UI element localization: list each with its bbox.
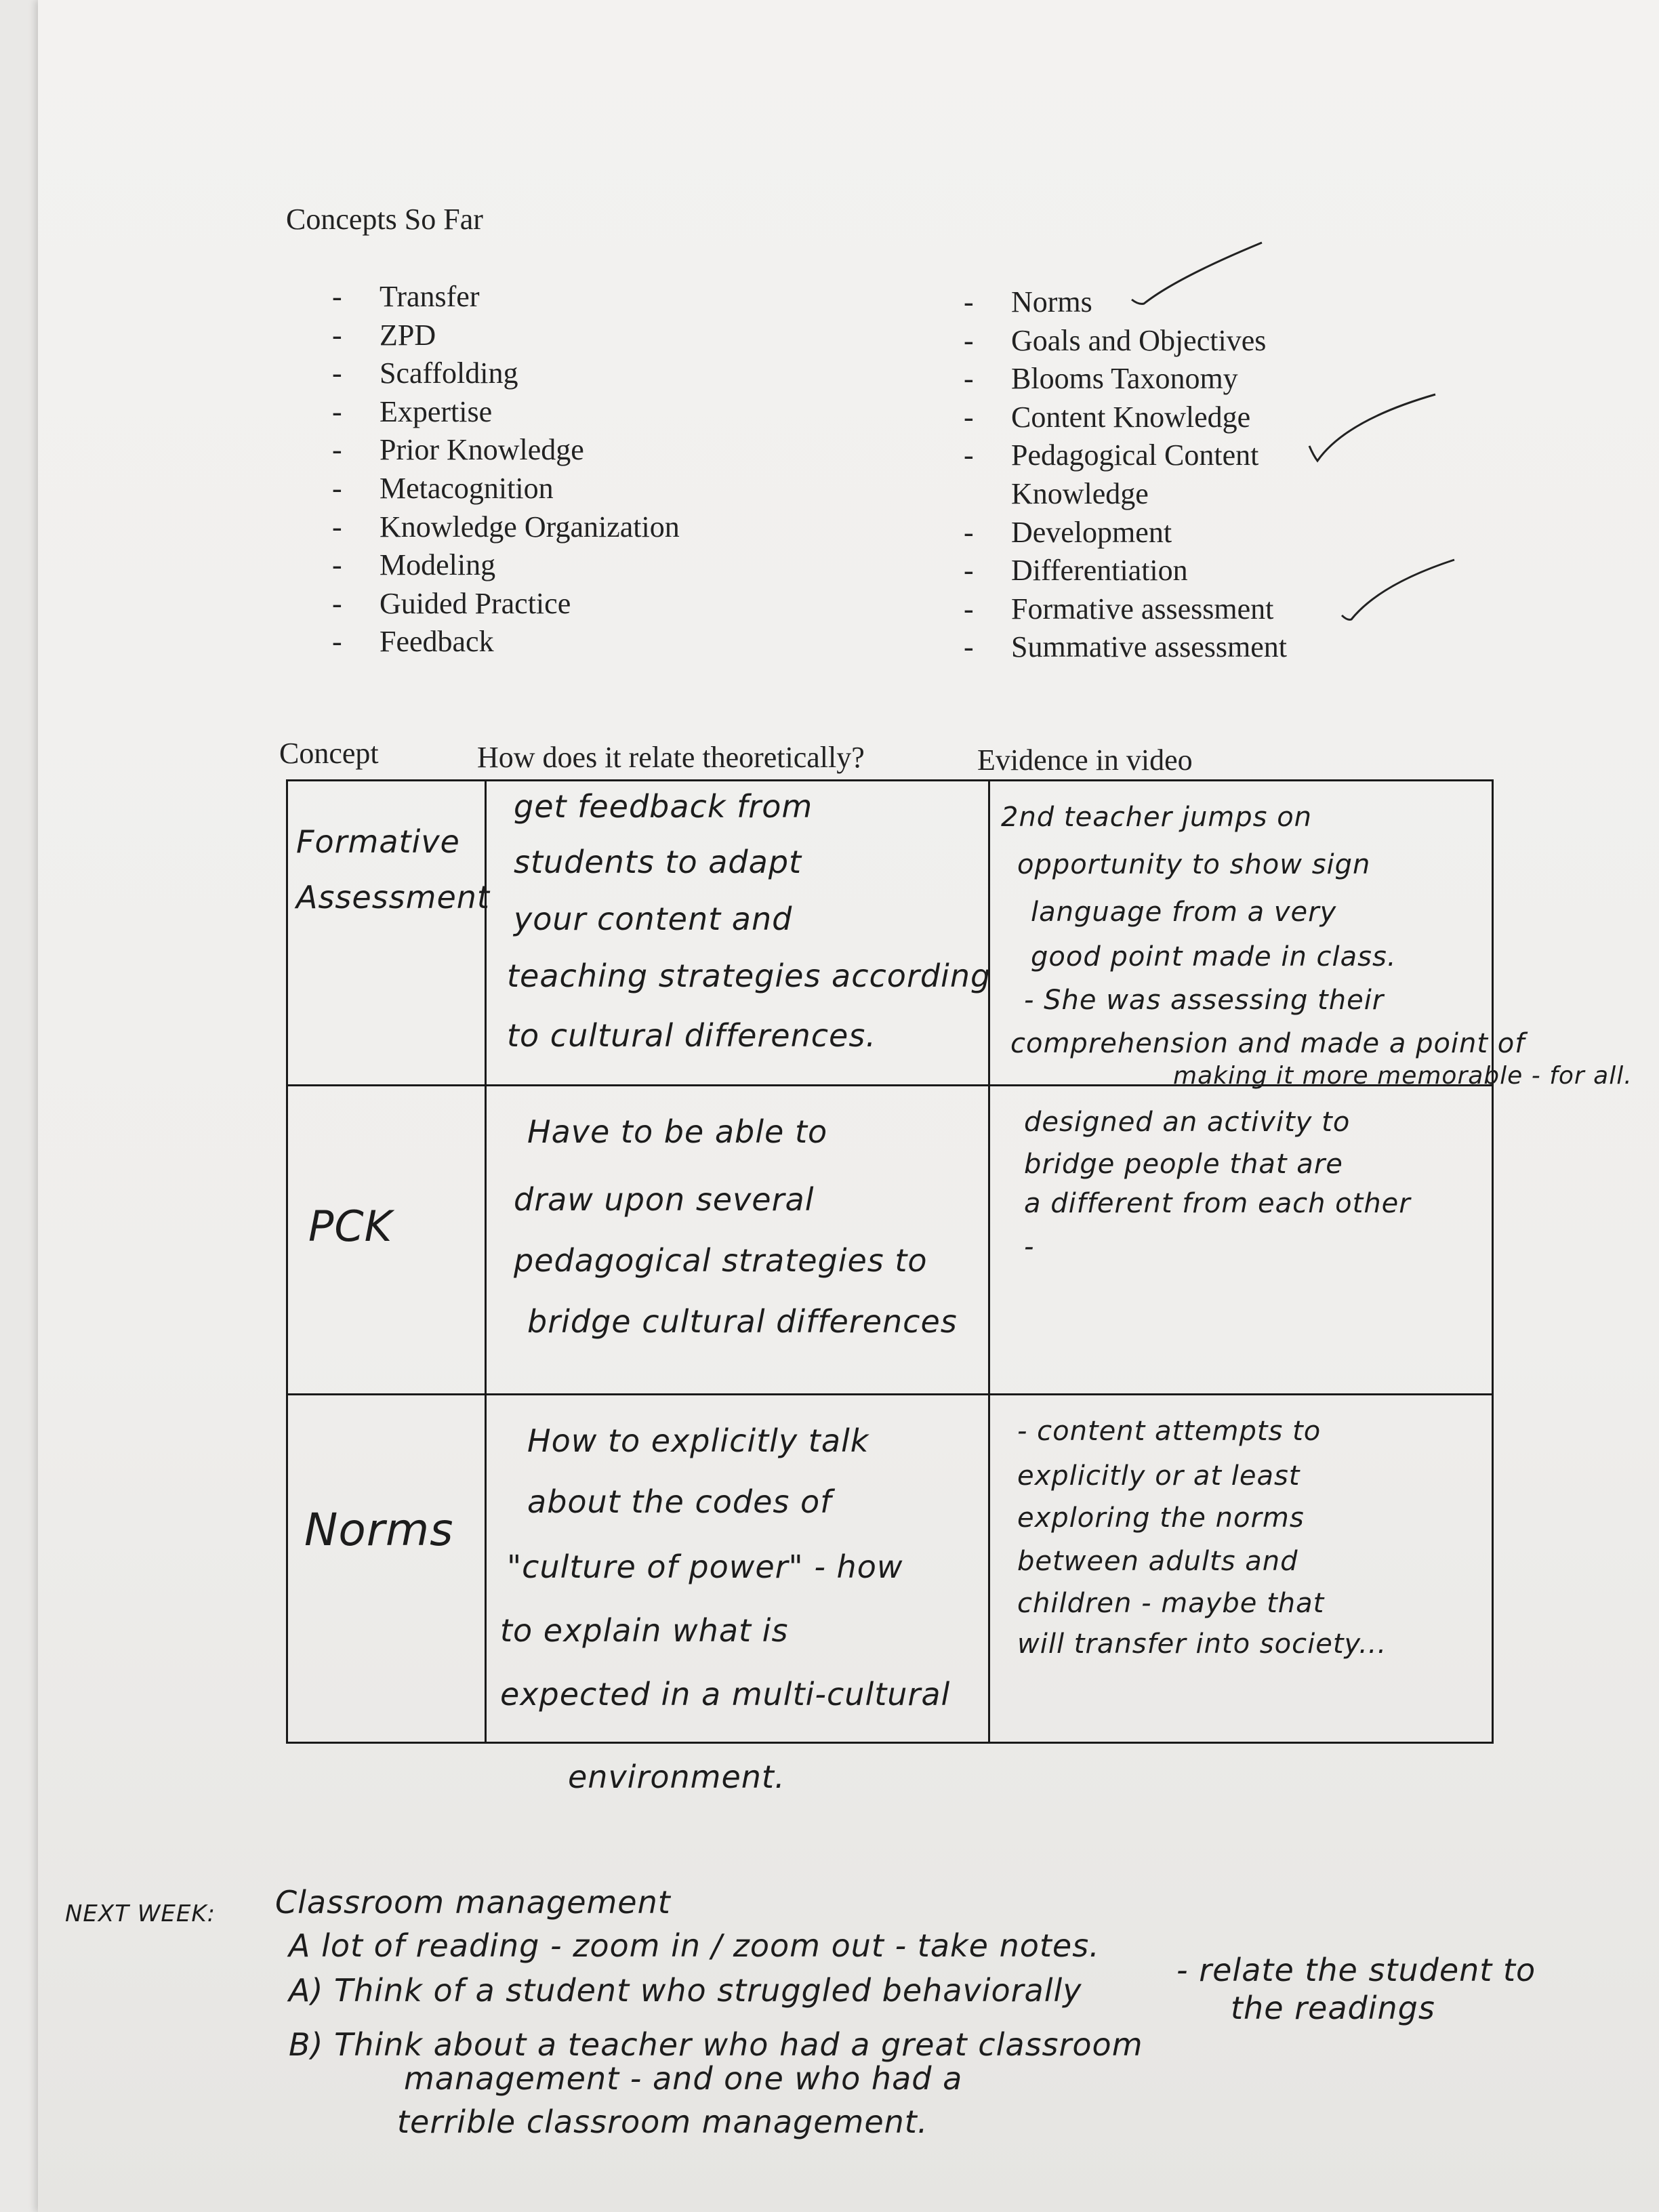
evidence-cell: 2nd teacher jumps on opportunity to show sign language from a very good point made in class. - She was assessing their comprehension and made a point of making it more memorable - for all.	[989, 781, 1493, 1086]
concept-cell: PCK	[287, 1086, 486, 1395]
note-line: A lot of reading - zoom in / zoom out - take notes.	[289, 1927, 1100, 1964]
theory-cell: Have to be able to draw upon several pedagogical strategies to bridge cultural differences	[486, 1086, 989, 1395]
evidence-cell: - content attempts to explicitly or at least exploring the norms between adults and children - maybe that will transfer into society...	[989, 1395, 1493, 1743]
next-week-label: NEXT WEEK:	[65, 1900, 216, 1927]
column-header-concept: Concept	[279, 737, 379, 770]
column-header-theory: How does it relate theoretically?	[477, 741, 865, 774]
note-line: Classroom management	[275, 1884, 671, 1921]
column-header-evidence: Evidence in video	[977, 743, 1193, 777]
page-title: Concepts So Far	[286, 203, 483, 236]
note-line: management - and one who had a	[404, 2060, 963, 2097]
table-row	[287, 1395, 1493, 1743]
table-row	[287, 1086, 1493, 1395]
checkmark-icon	[1305, 393, 1441, 468]
note-line: A) Think of a student who struggled behaviorally	[289, 1972, 1082, 2009]
note-line: B) Think about a teacher who had a great classroom	[289, 2026, 1143, 2063]
concept-cell: Norms	[287, 1395, 486, 1743]
table-row	[287, 781, 1493, 1086]
theory-cell: get feedback from students to adapt your content and teaching strategies according to cultural differences.	[486, 781, 989, 1086]
paper-sheet: Concepts So Far - Transfer - ZPD - Scaffolding - Expertise - Prior Knowledge - Metacognition - Knowledge Organization - Modeling - Guided Practice - Feedback - Norms - Goals and Objectives - Blooms Taxonomy - Content Knowledge - Pedagogical Content Knowledge - Development - Differentiation - Formative assessment - Summative assessment Concept How does it relate theoretically? Evidence in video Formative Assessment get feedback from students to adapt your content and teaching strategies according to cultural differences. 2nd teacher jumps on opportunity to show sign language from a very good point made in class. - She was assessing their comprehension and made a point of making it more memorable - for all. PCK Have to be able to draw upon several pedagogical strategies to bridge cultural differences designed an activity to bridge people that are a different from each other - Norms How to explicitly talk about the codes of "culture of power" - how to explain what is expected in a multi-cultural environment. - content attempts to explicitly or at least exploring the norms between adults and children - maybe that will transfer into society... NEXT WEEK: Classroom management A lot of reading - zoom in / zoom out - take notes. A) Think of a student who struggled behaviorally B) Think about a teacher who had a great classroom management - and one who had a terrible classroom management. - relate the student to the readings	[38, 0, 1659, 2212]
concept-table	[286, 779, 1633, 1795]
side-note: the readings	[1231, 1990, 1435, 2026]
theory-cell: How to explicitly talk about the codes of "culture of power" - how to explain what is expected in a multi-cultural environment.	[486, 1395, 989, 1743]
concept-cell: Formative Assessment	[287, 781, 486, 1086]
evidence-cell: designed an activity to bridge people that are a different from each other -	[989, 1086, 1493, 1395]
note-line: terrible classroom management.	[397, 2104, 928, 2140]
checkmark-icon	[1339, 557, 1461, 625]
checkmark-icon	[1129, 237, 1265, 312]
side-note: - relate the student to	[1176, 1952, 1536, 1988]
